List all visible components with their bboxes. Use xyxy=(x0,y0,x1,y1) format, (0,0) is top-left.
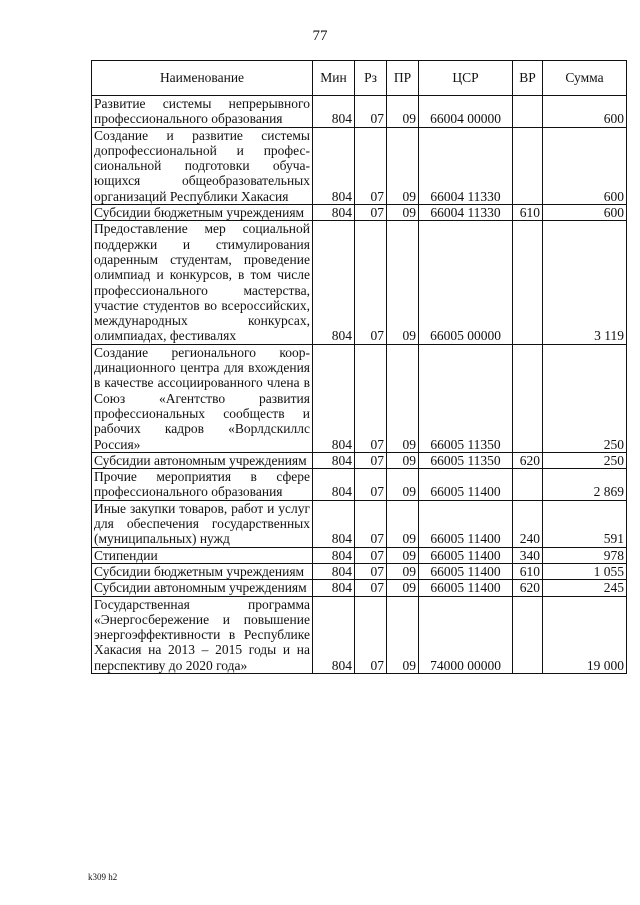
cell-pr: 09 xyxy=(387,563,419,579)
cell-rz: 07 xyxy=(355,580,387,596)
cell-min: 804 xyxy=(313,452,355,468)
cell-rz: 07 xyxy=(355,563,387,579)
table-row xyxy=(92,469,627,501)
table-body xyxy=(92,96,627,674)
cell-pr: 09 xyxy=(387,596,419,673)
cell-sum: 250 xyxy=(543,452,627,468)
cell-sum: 3 119 xyxy=(543,221,627,344)
cell-csr: 66005 11400 xyxy=(419,500,513,547)
cell-name: Субсидии бюджетным учреждениям xyxy=(92,205,313,221)
cell-vr xyxy=(513,127,543,204)
table-row xyxy=(92,580,627,596)
cell-csr: 66005 11350 xyxy=(419,452,513,468)
cell-rz: 07 xyxy=(355,127,387,204)
cell-vr: 240 xyxy=(513,500,543,547)
cell-sum: 600 xyxy=(543,127,627,204)
cell-min: 804 xyxy=(313,547,355,563)
cell-min: 804 xyxy=(313,500,355,547)
table-row xyxy=(92,221,627,344)
cell-sum: 2 869 xyxy=(543,469,627,501)
page-number: 77 xyxy=(312,28,328,44)
cell-pr: 09 xyxy=(387,344,419,452)
cell-min: 804 xyxy=(313,127,355,204)
table-row xyxy=(92,452,627,468)
cell-pr: 09 xyxy=(387,127,419,204)
budget-table xyxy=(91,60,627,674)
cell-name: Субсидии автономным учреждениям xyxy=(92,452,313,468)
cell-name: Создание регионального координационного центра для вхождения в качестве ассоциированного члена в Союз «Агентство развития профессиональных сообществ и рабочих кадров «Ворлдскиллс Россия» xyxy=(92,344,313,452)
cell-min: 804 xyxy=(313,469,355,501)
cell-pr: 09 xyxy=(387,547,419,563)
cell-name: Стипендии xyxy=(92,547,313,563)
cell-vr xyxy=(513,96,543,128)
cell-vr: 610 xyxy=(513,563,543,579)
table-row xyxy=(92,596,627,673)
cell-vr xyxy=(513,596,543,673)
table-row xyxy=(92,96,627,128)
header-csr: ЦСР xyxy=(419,61,513,96)
header-vr: ВР xyxy=(513,61,543,96)
cell-rz: 07 xyxy=(355,500,387,547)
table-row xyxy=(92,127,627,204)
header-pr: ПР xyxy=(387,61,419,96)
cell-sum: 245 xyxy=(543,580,627,596)
header-min: Мин xyxy=(313,61,355,96)
cell-name: Иные закупки товаров, работ и услуг для обеспечения государственных (муниципальных) нужд xyxy=(92,500,313,547)
cell-rz: 07 xyxy=(355,469,387,501)
cell-min: 804 xyxy=(313,205,355,221)
cell-csr: 74000 00000 xyxy=(419,596,513,673)
cell-pr: 09 xyxy=(387,452,419,468)
cell-rz: 07 xyxy=(355,452,387,468)
table-row xyxy=(92,500,627,547)
cell-pr: 09 xyxy=(387,96,419,128)
cell-name: Предоставление мер социальной поддержки и стимулирования одаренным студентам, проведение олимпиад и конкурсов, в том числе профессионального мастерства, участие студентов во всероссийских, международных конкурсах, олимпиадах, фестивалях xyxy=(92,221,313,344)
cell-rz: 07 xyxy=(355,205,387,221)
cell-min: 804 xyxy=(313,221,355,344)
header-sum: Сумма xyxy=(543,61,627,96)
cell-sum: 250 xyxy=(543,344,627,452)
cell-rz: 07 xyxy=(355,344,387,452)
cell-pr: 09 xyxy=(387,221,419,344)
cell-vr: 610 xyxy=(513,205,543,221)
cell-pr: 09 xyxy=(387,580,419,596)
cell-rz: 07 xyxy=(355,221,387,344)
cell-sum: 591 xyxy=(543,500,627,547)
cell-csr: 66005 11350 xyxy=(419,344,513,452)
cell-name: Субсидии автономным учреждениям xyxy=(92,580,313,596)
cell-pr: 09 xyxy=(387,469,419,501)
cell-rz: 07 xyxy=(355,547,387,563)
table-row xyxy=(92,547,627,563)
cell-name: Развитие системы непрерывного профессионального образования xyxy=(92,96,313,128)
cell-csr: 66005 11400 xyxy=(419,563,513,579)
cell-name: Прочие мероприятия в сфере профессионального образования xyxy=(92,469,313,501)
cell-min: 804 xyxy=(313,96,355,128)
header-rz: Рз xyxy=(355,61,387,96)
cell-vr xyxy=(513,344,543,452)
cell-min: 804 xyxy=(313,596,355,673)
table-row xyxy=(92,563,627,579)
cell-pr: 09 xyxy=(387,500,419,547)
cell-sum: 600 xyxy=(543,205,627,221)
cell-csr: 66005 11400 xyxy=(419,580,513,596)
cell-csr: 66005 00000 xyxy=(419,221,513,344)
cell-min: 804 xyxy=(313,563,355,579)
cell-sum: 600 xyxy=(543,96,627,128)
cell-vr xyxy=(513,469,543,501)
cell-vr: 620 xyxy=(513,580,543,596)
cell-csr: 66005 11400 xyxy=(419,547,513,563)
cell-csr: 66004 11330 xyxy=(419,205,513,221)
table-row xyxy=(92,205,627,221)
cell-name: Создание и развитие системы допрофессиональной и профессиональной подготовки обучающихся общеобразовательных организаций Республики Хакасия xyxy=(92,127,313,204)
cell-rz: 07 xyxy=(355,96,387,128)
cell-name: Субсидии бюджетным учреждениям xyxy=(92,563,313,579)
cell-vr xyxy=(513,221,543,344)
cell-vr: 340 xyxy=(513,547,543,563)
cell-csr: 66005 11400 xyxy=(419,469,513,501)
table-row xyxy=(92,344,627,452)
cell-csr: 66004 11330 xyxy=(419,127,513,204)
cell-min: 804 xyxy=(313,344,355,452)
footer-code: k309 h2 xyxy=(88,872,118,882)
header-name: Наименование xyxy=(92,61,313,96)
cell-rz: 07 xyxy=(355,596,387,673)
cell-vr: 620 xyxy=(513,452,543,468)
cell-min: 804 xyxy=(313,580,355,596)
cell-sum: 978 xyxy=(543,547,627,563)
cell-name: Государственная программа «Энергосбережение и повышение энергоэффективности в Республике Хакасия на 2013 – 2015 годы и на перспективу до 2020 года» xyxy=(92,596,313,673)
cell-sum: 1 055 xyxy=(543,563,627,579)
cell-csr: 66004 00000 xyxy=(419,96,513,128)
cell-pr: 09 xyxy=(387,205,419,221)
header-row xyxy=(92,61,627,96)
cell-sum: 19 000 xyxy=(543,596,627,673)
